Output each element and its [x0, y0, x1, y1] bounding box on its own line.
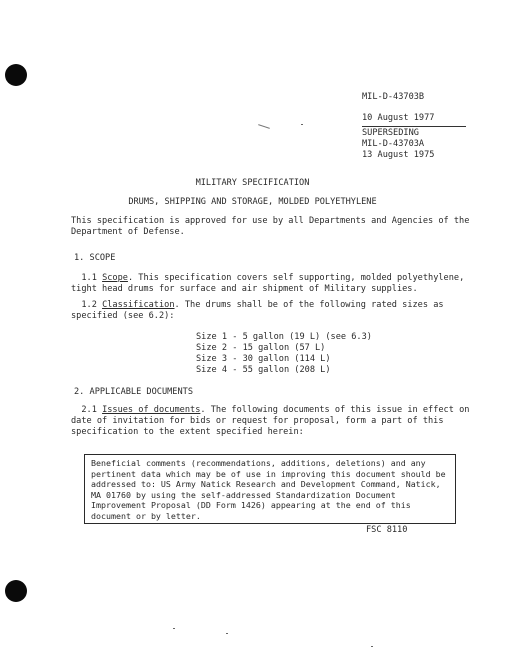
comments-box: Beneficial comments (recommendations, additions, deletions) and any pertinent data which may be of use in improving this document should be addressed to: US Army Natick Research and Development Command, Natick, MA 01760 by using the self-addressed Standardization Document Improvement Proposal (DD Form 1426) appearing at the end of this document or by letter.: [84, 454, 456, 524]
scope-paragraph-number: 1.1: [81, 273, 103, 283]
issues-paragraph-title: Issues of documents: [102, 405, 201, 415]
scope-paragraph: [71, 273, 473, 295]
spec-reference-block: [362, 92, 472, 161]
superseded-date: 13 August 1975: [362, 150, 435, 160]
drum-size-list: [196, 332, 372, 376]
scope-paragraph-title: Scope: [102, 273, 128, 283]
size-item: Size 3 - 30 gallon (114 L): [196, 354, 331, 364]
approval-paragraph: This specification is approved for use by all Departments and Agencies of the Department of Defense.: [71, 216, 470, 237]
size-item: Size 4 - 55 gallon (208 L): [196, 365, 331, 375]
scan-mark: [258, 124, 270, 129]
spec-number: MIL-D-43703B: [362, 92, 425, 102]
fsc-code: FSC 8110: [366, 525, 408, 535]
binder-hole-bottom: [5, 580, 27, 602]
superseding-label: SUPERSEDING: [362, 128, 419, 138]
applicable-documents-heading: 2. APPLICABLE DOCUMENTS: [74, 387, 193, 397]
issues-paragraph: [71, 405, 473, 438]
issues-paragraph-number: 2.1: [81, 405, 103, 415]
superseded-number: MIL-D-43703A: [362, 139, 425, 149]
reference-rule: [362, 126, 466, 127]
classification-paragraph-title: Classification: [102, 300, 175, 310]
issues-paragraph-text: . The following documents of this issue in effect on date of invitation for bids or request for proposal, form a part of this specification to the extent specified herein:: [71, 405, 470, 437]
scan-mark: [301, 124, 303, 125]
scope-heading: 1. SCOPE: [74, 253, 116, 263]
size-item: Size 2 - 15 gallon (57 L): [196, 343, 326, 353]
spec-date: 10 August 1977: [362, 113, 435, 123]
scan-mark: [371, 646, 373, 647]
scope-paragraph-text: . This specification covers self supporting, molded polyethylene, tight head drums for surface and air shipment of Military supplies.: [71, 273, 465, 294]
classification-paragraph: [71, 300, 473, 322]
classification-paragraph-number: 1.2: [81, 300, 103, 310]
binder-hole-top: [5, 64, 27, 86]
size-item: Size 1 - 5 gallon (19 L) (see 6.3): [196, 332, 372, 342]
scan-mark: [226, 633, 228, 634]
document-title: MILITARY SPECIFICATION: [195, 178, 310, 188]
document-subtitle: DRUMS, SHIPPING AND STORAGE, MOLDED POLYETHYLENE: [128, 197, 377, 207]
classification-paragraph-text: . The drums shall be of the following rated sizes as specified (see 6.2):: [71, 300, 444, 321]
scan-mark: [173, 628, 175, 629]
